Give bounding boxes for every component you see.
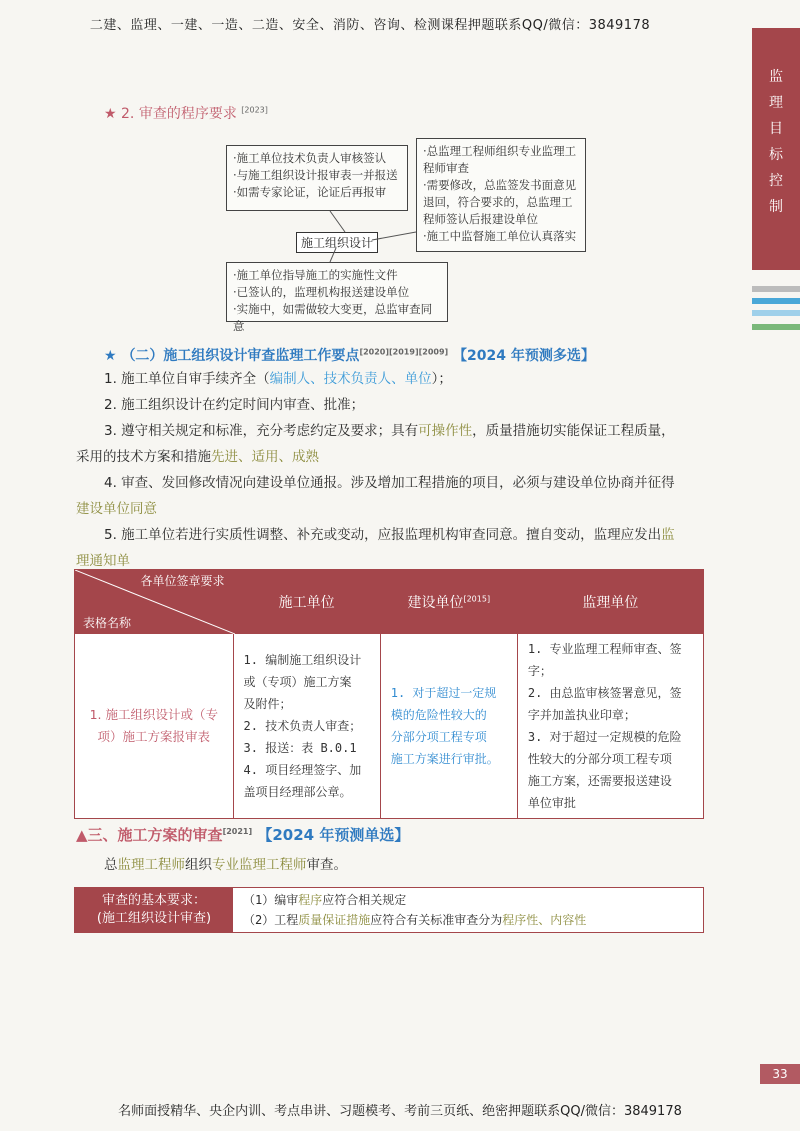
- cell-line: 3. 报送：表 B.0.1: [243, 741, 357, 755]
- corner-top-label: 各单位签章要求: [140, 574, 225, 588]
- cell-line: 3. 对于超过一定规模的危险: [527, 730, 682, 744]
- diagram-line: ·如需专家论证，论证后再报审: [233, 185, 387, 199]
- prediction-tag: 【2024 年预测多选】: [453, 348, 595, 364]
- cell-line: 分部分项工程专项: [390, 730, 487, 744]
- year-tag: [2021]: [222, 827, 253, 836]
- cell-line: 1. 对于超过一定规: [390, 686, 497, 700]
- star-icon: ★: [104, 106, 117, 122]
- section-title: 2. 审查的程序要求: [121, 106, 237, 122]
- prediction-tag: 【2024 年预测单选】: [257, 826, 410, 844]
- cell-line: 及附件；: [243, 697, 292, 711]
- year-tag: [2023]: [241, 105, 268, 115]
- point-3-cont: [76, 444, 736, 470]
- year-tag: [2015]: [463, 593, 491, 603]
- label-line: 审查的基本要求：: [101, 893, 206, 908]
- diagram-center-label: 施工组织设计: [296, 232, 378, 253]
- highlight: 可操作性: [418, 423, 473, 439]
- page-number: 33: [760, 1064, 800, 1084]
- diagram-line: ·总监理工程师组织专业监理工: [423, 144, 577, 158]
- highlight: 理通知单: [76, 553, 130, 569]
- star-icon: ★: [104, 348, 117, 364]
- text: 审查。: [306, 857, 347, 873]
- highlight: 程序性、内容性: [502, 913, 587, 927]
- cell-line: 模的危险性较大的: [390, 708, 487, 722]
- side-tab-char: 控: [769, 173, 783, 189]
- cell-line: 施工方案，还需要报送建设: [527, 774, 672, 788]
- contractor-cell: [233, 634, 380, 819]
- section-title: （二）施工组织设计审查监理工作要点: [121, 348, 360, 364]
- diagram-line: 程师审查: [423, 161, 469, 175]
- diagram-connectors: [0, 0, 800, 340]
- point-4-cont: [76, 496, 157, 522]
- diagram-line: ·需要修改，总监签发书面意见: [423, 178, 577, 192]
- corner-cell: [75, 570, 234, 634]
- text: 组织: [185, 857, 212, 873]
- col-header-supervisor: 监理单位: [517, 570, 703, 634]
- requirements-content: [233, 888, 704, 933]
- text: 总: [104, 857, 118, 873]
- highlight: 监: [661, 527, 675, 543]
- col-header-contractor: 施工单位: [233, 570, 380, 634]
- point-5: [104, 522, 744, 548]
- point-3: [104, 418, 724, 444]
- basic-requirements-box: [74, 887, 704, 933]
- key-points-list: [104, 366, 724, 444]
- section3-text: [104, 852, 347, 878]
- req-line-1: [243, 890, 693, 910]
- cell-line: 盖项目经理部公章。: [243, 785, 352, 799]
- cell-line: 施工方案进行审批。: [390, 752, 499, 766]
- point-4: 4. 审查、发回修改情况向建设单位通报。涉及增加工程措施的项目，必须与建设单位协商并征得: [104, 475, 675, 491]
- highlight: 质量保证措施: [298, 913, 371, 927]
- highlight: 监理工程师: [117, 857, 185, 873]
- text: 5. 施工单位若进行实质性调整、补充或变动，应报监理机构审查同意。擅自变动，监理应发出: [104, 527, 662, 543]
- side-tab-char: 目: [769, 121, 783, 137]
- text: （1）编审: [243, 893, 299, 907]
- text: 1. 施工单位自审手续齐全（: [104, 371, 270, 387]
- page-footer-banner: 名师面授精华、央企内训、考点串讲、习题模考、考前三页纸、绝密押题联系QQ/微信：3849178: [118, 1104, 682, 1119]
- cell-line: 性较大的分部分项工程专项: [527, 752, 672, 766]
- year-tag: [2020][2019][2009]: [359, 347, 449, 357]
- supervisor-cell: [517, 634, 703, 819]
- triangle-icon: ▲: [76, 826, 88, 844]
- highlight: 程序: [298, 893, 323, 907]
- col-header-owner: [380, 570, 517, 634]
- highlight: 专业监理工程师: [212, 857, 307, 873]
- cell-line: 2. 由总监审核签署意见，签: [527, 686, 682, 700]
- cell-line: 1. 编制施工组织设计: [243, 653, 362, 667]
- diagram-line: 程师签认后报建设单位: [423, 212, 538, 226]
- diagram-line: ·施工单位技术负责人审核签认: [233, 151, 387, 165]
- signature-requirements-table: [74, 569, 704, 819]
- diagram-line: 退回，符合要求的，总监理工: [423, 195, 573, 209]
- table-header-row: [75, 570, 704, 634]
- cell-line: 字并加盖执业印章；: [527, 708, 636, 722]
- side-tab-char: 监: [769, 69, 783, 85]
- diagram-line: ·施工中监督施工单位认真落实: [423, 229, 577, 243]
- req-line-2: [243, 910, 693, 930]
- text: 3. 遵守相关规定和标准，充分考虑约定及要求；具有: [104, 423, 419, 439]
- cell-line: 或（专项）施工方案: [243, 675, 352, 689]
- text: 采用的技术方案和措施: [76, 449, 211, 465]
- requirements-label: [75, 888, 234, 933]
- point-1: [104, 366, 724, 392]
- side-tab-char: 制: [769, 199, 783, 215]
- text: ）；: [431, 371, 452, 387]
- diagram-line: ·已签认的，监理机构报送建设单位: [233, 285, 410, 299]
- text: 应符合有关标准审查分为: [370, 913, 503, 927]
- section-title: 三、施工方案的审查: [87, 826, 223, 844]
- text: （2）工程: [243, 913, 299, 927]
- cell-line: 2. 技术负责人审查；: [243, 719, 362, 733]
- cell-line: 4. 项目经理签字、加: [243, 763, 362, 777]
- side-tab-char: 标: [769, 147, 783, 163]
- owner-cell: [380, 634, 517, 819]
- corner-bottom-label: 表格名称: [83, 616, 132, 630]
- diagram-line: ·与施工组织设计报审表一并报送: [233, 168, 398, 182]
- text: 建设单位: [407, 594, 464, 611]
- highlight: 先进、适用、成熟: [211, 449, 319, 465]
- table-row: [75, 634, 704, 819]
- highlight: 建设单位同意: [76, 501, 157, 517]
- diagram-line: ·实施中，如需做较大变更，总监审查同意: [233, 302, 433, 333]
- section-key-points-heading: [104, 345, 595, 365]
- cell-line: 单位审批: [527, 796, 576, 810]
- text: 应符合相关规定: [322, 893, 407, 907]
- cell-line: 1. 专业监理工程师审查、签: [527, 642, 682, 656]
- side-tab-char: 理: [769, 95, 783, 111]
- page-header-banner: 二建、监理、一建、一造、二造、安全、消防、咨询、检测课程押题联系QQ/微信：3849178: [89, 18, 651, 33]
- text: ，质量措施切实能保证工程质量，: [472, 423, 675, 439]
- form-name-cell: 1. 施工组织设计或（专项）施工方案报审表: [75, 634, 234, 819]
- diagram-line: ·施工单位指导施工的实施性文件: [233, 268, 398, 282]
- point-2: 2. 施工组织设计在约定时间内审查、批准；: [104, 397, 365, 413]
- label-line: (施工组织设计审查): [96, 911, 212, 926]
- section-construction-plan-review-heading: [76, 824, 409, 845]
- highlight: 编制人、技术负责人、单位: [269, 371, 432, 387]
- cell-line: 字；: [527, 664, 552, 678]
